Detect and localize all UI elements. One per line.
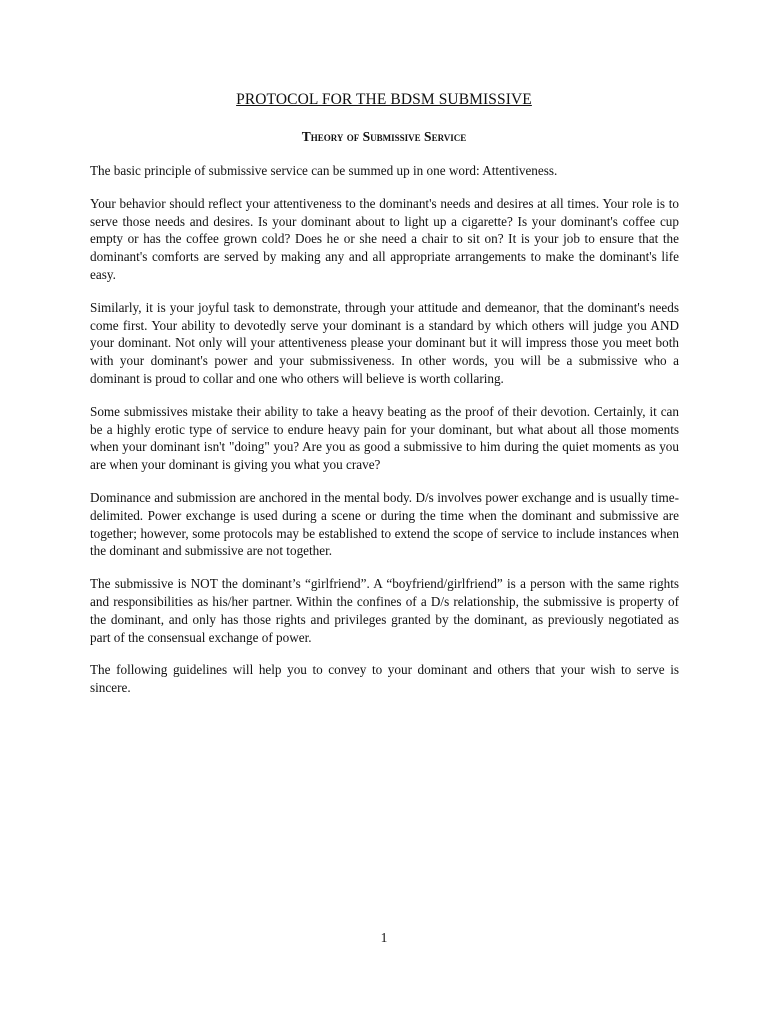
paragraph-3: Similarly, it is your joyful task to demonstrate, through your attitude and demeanor, that the dominant's needs come first. Your ability to devotedly serve your dominant is a standard by which others will judge you AND your dominant. Not only will your attentiveness please your dominant but it will impress those you meet both with your dominant's power and your submissiveness. In other words, you will be a submissive who a dominant is proud to collar and one who others will believe is worth collaring. (90, 299, 679, 386)
paragraph-4: Some submissives mistake their ability to take a heavy beating as the proof of their devotion. Certainly, it can be a highly erotic type of service to endure heavy pain for your dominant, but what about all those moments when your dominant isn't "doing" you? Are you as good a submissive to him during the quiet moments as you are when your dominant is giving you what you crave? (90, 403, 679, 473)
page-title: PROTOCOL FOR THE BDSM SUBMISSIVE (236, 91, 532, 108)
paragraph-5: Dominance and submission are anchored in the mental body. D/s involves power exchange and is usually time-delimited. Power exchange is used during a scene or during the time when the dominant and submissive are together; however, some protocols may be established to extend the scope of service to include instances when the dominant and submissive are not together. (90, 489, 679, 559)
body-text (90, 162, 679, 712)
section-subtitle: Theory of Submissive Service (301, 129, 467, 144)
paragraph-1: The basic principle of submissive service can be summed up in one word: Attentiveness. (90, 163, 558, 178)
paragraph-7: The following guidelines will help you to convey to your dominant and others that your wish to serve is sincere. (90, 662, 679, 696)
paragraph-6: The submissive is NOT the dominant’s “girlfriend”. A “boyfriend/girlfriend” is a person with the same rights and responsibilities as his/her partner. Within the confines of a D/s relationship, the submissive is property of the dominant, and only has those rights and privileges granted by the dominant, as previously negotiated as part of the consensual exchange of power. (90, 576, 679, 645)
page-number: 1 (380, 930, 388, 945)
paragraph-2: Your behavior should reflect your attentiveness to the dominant's needs and desires at all times. Your role is to serve those needs and desires. Is your dominant about to light up a cigarette? Is your dominant's coffee cup empty or has the coffee grown cold? Does he or she need a chair to sit on? It is your job to ensure that the dominant's comforts are served by making any and all appropriate arrangements to make the dominant's life easy. (90, 195, 679, 282)
